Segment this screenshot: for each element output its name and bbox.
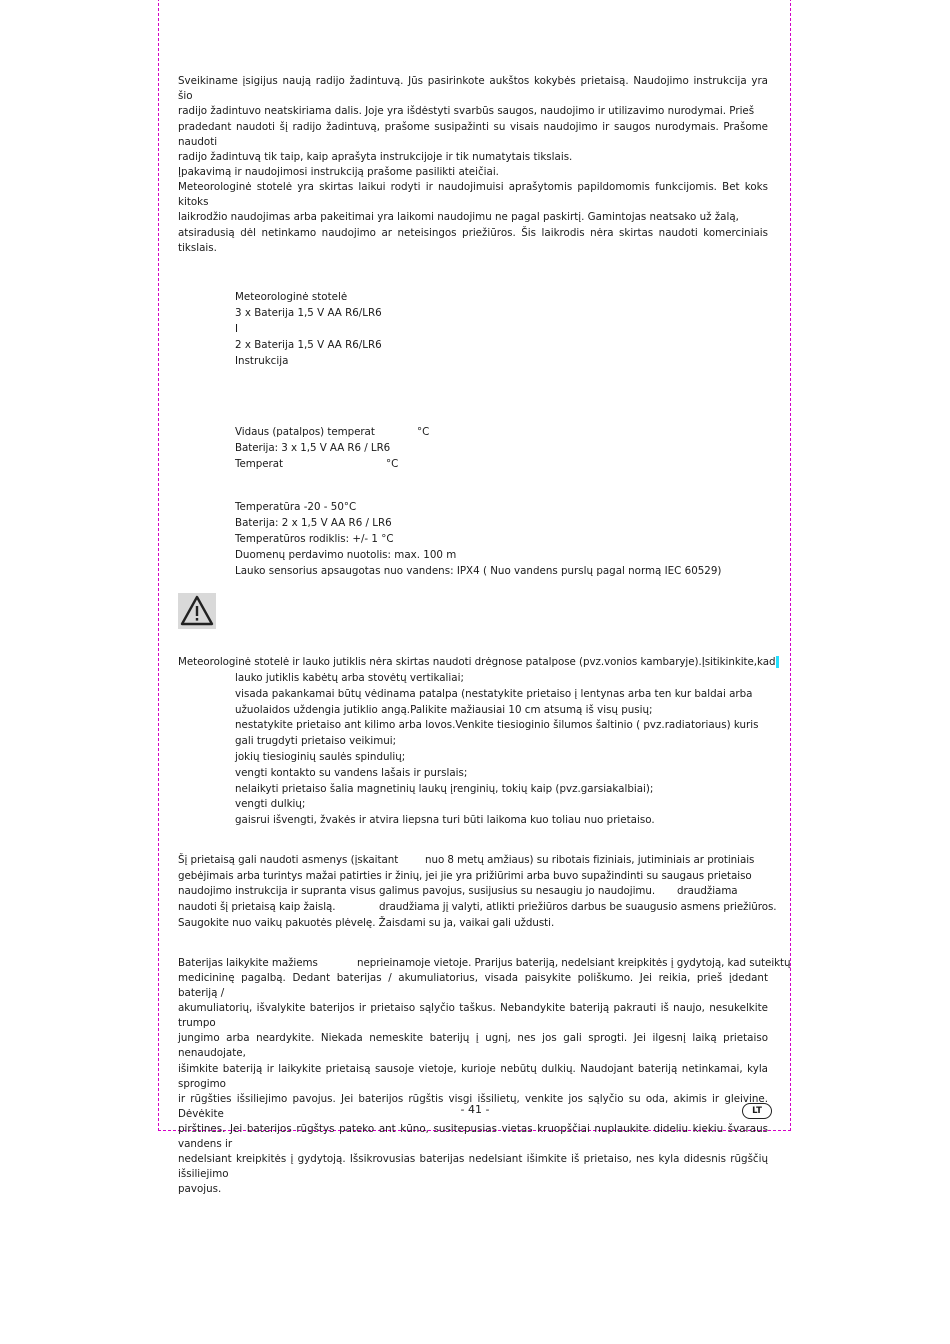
- battery-line: jungimo arba neardykite. Niekada nemeskite baterijų į ugnį, nes jos gali sprogti. Jei ilgesnį laiką prietaiso nenaudojate,: [178, 1032, 768, 1060]
- tech-sensor: [235, 499, 721, 579]
- battery-line: pirštines. Jei baterijos rūgštys pateko ant kūno, susitepusias vietas kruopščiai nuplaukite dideliu kiekiu švaraus vandens ir: [178, 1122, 768, 1151]
- tech-temp-unit: °C: [386, 458, 399, 470]
- tech-sensor-item: Duomenų perdavimo nuotolis: max. 100 m: [235, 549, 457, 561]
- safety-item: jokių tiesioginių saulės spindulių;: [235, 750, 406, 763]
- safety-list: [235, 671, 765, 829]
- package-item: Instrukcija: [235, 355, 289, 367]
- warning-icon: [178, 593, 216, 629]
- safety-item: gaisrui išvengti, žvakės ir atvira liepsna turi būti laikoma kuo toliau nuo prietaiso.: [235, 814, 655, 827]
- tech-indoor-temp-unit: °C: [417, 426, 430, 438]
- intro-line: Sveikiname įsigijus naują radijo žadintuvą. Jūs pasirinkote aukštos kokybės prietaisą. Naudojimo instrukcija yra šio: [178, 75, 768, 103]
- battery-line: nedelsiant kreipkitės į gydytoją. Išsikrovusias baterijas nedelsiant išimkite iš prietaiso, nes kyla didesnis rūgščių išsiliejimo: [178, 1153, 768, 1181]
- tech-indoor-temp: Vidaus (patalpos) temperat: [235, 426, 375, 438]
- tech-temp: Temperat: [235, 458, 283, 470]
- children-line: nuo 8 metų amžiaus) su ribotais fiziniais, jutiminiais ar protiniais: [425, 854, 755, 866]
- safety-lead: [178, 655, 779, 670]
- intro-line: radijo žadintuvą tik taip, kaip aprašyta instrukcijoje ir tik numatytais tikslais.: [178, 151, 573, 164]
- safety-item: nestatykite prietaiso ant kilimo arba lovos.Venkite tiesioginio šilumos šaltinio ( pvz.radiatoriaus) kuris gali trugdyti prietaiso veikimui;: [235, 719, 759, 748]
- safety-item: vengti dulkių;: [235, 798, 306, 811]
- purpose-line: Meteorologinė stotelė yra skirtas laikui rodyti ir naudojimuisi aprašytomis papildomomis funkcijomis. Bet koks kitoks: [178, 181, 768, 209]
- children-line: naudojimo instrukcija ir supranta visus galimus pavojus, susijusius su nesaugiu jo naudojimu.: [178, 885, 656, 897]
- tech-main-battery: Baterija: 3 x 1,5 V AA R6 / LR6: [235, 442, 391, 454]
- intro-line: pradedant naudoti šį radijo žadintuvą, prašome susipažinti su visais naudojimo ir saugos nurodymais. Prašome naudoti: [178, 120, 768, 148]
- battery-line: akumuliatorių, išvalykite baterijos ir prietaiso sąlyčio taškus. Nebandykite bateriją pakrauti iš naujo, nesukelkite trumpo: [178, 1002, 768, 1030]
- text-cursor-marker: [776, 656, 779, 668]
- purpose-paragraph: [178, 180, 768, 256]
- children-line: Saugokite nuo vaikų pakuotės plėvelę. Žaisdami su ja, vaikai gali uždusti.: [178, 917, 555, 929]
- safety-item: lauko jutiklis kabėtų arba stovėtų vertikaliai;: [235, 672, 464, 684]
- language-badge: LT: [742, 1103, 772, 1119]
- tech-sensor-item: Temperatūra -20 - 50°C: [235, 501, 357, 513]
- page-number: - 41 -: [460, 1103, 490, 1116]
- children-line: naudoti šį prietaisą kaip žaislą.: [178, 901, 336, 913]
- purpose-line: laikrodžio naudojimas arba pakeitimai yra laikomi naudojimu ne pagal paskirtį. Gamintojas neatsako už žalą,: [178, 211, 739, 224]
- battery-line: ir rūgšties išsiliejimo pavojus. Jei baterijos rūgštis visgi išsilietų, venkite jos sąlyčio su oda, akimis ir gleivine. Dėvėkite: [178, 1092, 768, 1120]
- package-item: I: [235, 323, 239, 335]
- intro-line: radijo žadintuvo neatskiriama dalis. Joje yra išdėstyti svarbūs saugos, naudojimo ir utilizavimo nurodymai. Prieš: [178, 105, 755, 118]
- package-item: 3 x Baterija 1,5 V AA R6/LR6: [235, 307, 382, 319]
- safety-item: visada pakankamai būtų vėdinama patalpa (nestatykite prietaiso į lentynas arba ten kur baldai arba užuolaidos uždengia jutiklio angą.Palikite mažiausiai 10 cm atsumą iš visų pusių;: [235, 687, 753, 716]
- children-line: draudžiama jį valyti, atlikti priežiūros darbus be suaugusio asmens priežiūros.: [379, 901, 777, 913]
- battery-line: pavojus.: [178, 1183, 222, 1196]
- battery-line: medicininę pagalbą. Dedant baterijas / akumuliatorius, visada paisykite poliškumo. Jei reikia, prieš įdedant bateriją /: [178, 972, 768, 1000]
- tech-sensor-item: Lauko sensorius apsaugotas nuo vandens: IPX4 ( Nuo vandens purslų pagal normą IEC 60529): [235, 565, 722, 577]
- package-item: Meteorologinė stotelė: [235, 291, 348, 303]
- battery-line: išimkite bateriją ir laikykite prietaisą sausoje vietoje, kurioje nebūtų dulkių. Naudojant bateriją netinkamai, kyla sprogimo: [178, 1062, 768, 1090]
- safety-item: vengti kontakto su vandens lašais ir purslais;: [235, 766, 468, 779]
- children-line: gebėjimais arba turintys mažai patirties ir žinių, jei jie yra prižiūrimi arba buvo supažindinti su saugaus prietaiso: [178, 870, 752, 882]
- purpose-line: atsiradusią dėl netinkamo naudojimo ar neteisingos priežiūros. Šis laikrodis nėra skirtas naudoti komerciniais tikslais.: [178, 226, 768, 254]
- children-line: Šį prietaisą gali naudoti asmenys (įskaitant: [178, 854, 399, 866]
- package-contents: [235, 289, 382, 369]
- battery-line: neprieinamoje vietoje. Prarijus bateriją, nedelsiant kreipkitės į gydytoją, kad suteiktų: [357, 957, 791, 969]
- battery-line: Baterijas laikykite mažiems: [178, 957, 318, 969]
- intro-line: Įpakavimą ir naudojimosi instrukciją prašome pasilikti ateičiai.: [178, 166, 499, 179]
- battery-paragraph: [178, 971, 768, 1197]
- tech-sensor-item: Temperatūros rodiklis: +/- 1 °C: [235, 533, 394, 545]
- package-item: 2 x Baterija 1,5 V AA R6/LR6: [235, 339, 382, 351]
- safety-lead-text: Meteorologinė stotelė ir lauko jutiklis nėra skirtas naudoti drėgnose patalpose (pvz.vonios kambaryje).Įsitikinkite,kad: [178, 656, 776, 668]
- tech-sensor-item: Baterija: 2 x 1,5 V AA R6 / LR6: [235, 517, 392, 529]
- children-line: draudžiama: [677, 885, 738, 897]
- intro-paragraph: [178, 74, 768, 180]
- safety-item: nelaikyti prietaiso šalia magnetinių laukų įrenginių, tokių kaip (pvz.garsiakalbiai);: [235, 782, 654, 795]
